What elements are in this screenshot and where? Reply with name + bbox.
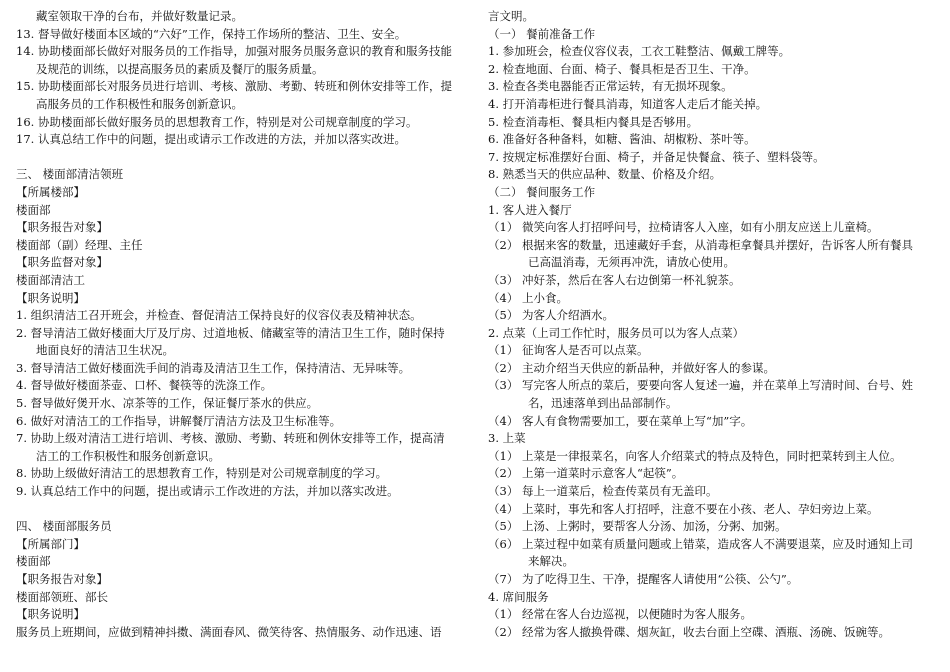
text-line: （5） 为客人介绍酒水。: [488, 308, 614, 323]
text-line: 【职务报告对象】: [16, 220, 108, 235]
text-line: 9. 认真总结工作中的问题，提出或请示工作改进的方法，并加以落实改进。: [16, 484, 399, 499]
text-line: 17. 认真总结工作中的问题，提出或请示工作改进的方法，并加以落实改进。: [16, 132, 406, 147]
text-line: 【职务说明】: [16, 290, 85, 305]
text-line: 8. 熟悉当天的供应品种、数量、价格及介绍。: [488, 167, 722, 182]
text-line: 3. 督导清洁工做好楼面洗手间的消毒及清洁卫生工作，保持清洁、无异味等。: [16, 360, 411, 375]
text-line: 5. 检查消毒柜、餐具柜内餐具是否够用。: [488, 114, 699, 129]
text-line: （6） 上菜过程中如菜有质量问题或上错菜，造成客人不满要退菜，应及时通知上司: [488, 536, 913, 551]
right-column: [488, 8, 938, 641]
text-line: （2） 根据来客的数量，迅速藏好手套，从消毒柜拿餐具并摆好，告诉客人所有餐具: [488, 237, 913, 252]
text-line: （4） 上小食。: [488, 290, 568, 305]
text-line: （3） 冲好茶，然后在客人右边倒第一杯礼貌茶。: [488, 272, 741, 287]
text-line: 言文明。: [488, 9, 534, 23]
text-line: （二） 餐间服务工作: [488, 184, 596, 199]
text-line: 名，迅速落单到出品部制作。: [528, 396, 678, 411]
text-line: （5） 上汤、上粥时，要帮客人分汤、加汤，分粥、加粥。: [488, 519, 787, 534]
text-line: 4. 打开消毒柜进行餐具消毒，知道客人走后才能关掉。: [488, 96, 768, 111]
text-line: 地面良好的清洁卫生状况。: [36, 343, 174, 358]
text-line: （1） 征询客人是否可以点菜。: [488, 343, 649, 358]
text-line: 及规范的训练，以提高服务员的素质及餐厅的服务质量。: [36, 61, 324, 76]
blank-line: [16, 149, 468, 167]
blank-line: [16, 501, 468, 519]
text-line: 1. 客人进入餐厅: [488, 202, 572, 217]
text-line: 2. 检查地面、台面、椅子、餐具柜是否卫生、干净。: [488, 61, 756, 76]
text-line: 6. 准备好各种备料，如糖、酱油、胡椒粉、茶叶等。: [488, 132, 756, 147]
text-line: 1. 组织清洁工召开班会，并检查、督促清洁工保持良好的仪容仪表及精神状态。: [16, 308, 422, 323]
text-line: 3. 上菜: [488, 431, 526, 446]
text-line: 高服务员的工作积极性和服务创新意识。: [36, 96, 243, 111]
text-line: （4） 上菜时，事先和客人打招呼，注意不要在小孩、老人、孕妇旁边上菜。: [488, 501, 879, 516]
text-line: 14. 协助楼面部长做好对服务员的工作指导，加强对服务员服务意识的教育和服务技能: [16, 44, 452, 59]
text-line: 15. 协助楼面部长对服务员进行培训、考核、激励、考勤、转班和例休安排等工作，提: [16, 79, 452, 94]
text-line: 【职务监督对象】: [16, 255, 108, 270]
text-line: 【所属部门】: [16, 536, 85, 551]
text-line: 5. 督导做好煲开水、凉茶等的工作，保证餐厅茶水的供应。: [16, 396, 319, 411]
text-line: （2） 主动介绍当天供应的新品种，并做好客人的参谋。: [488, 360, 775, 375]
text-line: 4. 督导做好楼面茶壶、口杯、餐筷等的洗涤工作。: [16, 378, 273, 393]
text-line: （一） 餐前准备工作: [488, 26, 596, 41]
text-line: 13. 督导做好楼面本区域的“六好”工作，保持工作场所的整洁、卫生、安全。: [16, 26, 407, 41]
text-line: 2. 督导清洁工做好楼面大厅及厅房、过道地板、储藏室等的清洁卫生工作，随时保持: [16, 325, 445, 340]
text-line: 三、 楼面部清洁领班: [16, 167, 124, 182]
text-line: 已高温消毒，无须再冲洗，请放心使用。: [528, 255, 735, 270]
text-line: 16. 协助楼面部长做好服务员的思想教育工作，特别是对公司规章制度的学习。: [16, 114, 418, 129]
text-line: 服务员上班期间，应做到精神抖擞、满面春风、微笑待客、热情服务、动作迅速、语: [16, 624, 442, 639]
text-line: 四、 楼面部服务员: [16, 519, 112, 534]
text-line: （1） 上菜是一律报菜名，向客人介绍菜式的特点及特色，同时把菜转到主人位。: [488, 448, 902, 463]
text-line: 6. 做好对清洁工的工作指导，讲解餐厅清洁方法及卫生标准等。: [16, 413, 342, 428]
text-line: （7） 为了吃得卫生、干净，提醒客人请使用“公筷、公勺”。: [488, 572, 799, 586]
text-line: 7. 按规定标准摆好台面、椅子，并备足快餐盒、筷子、塑料袋等。: [488, 149, 825, 164]
text-line: 洁工的工作积极性和服务创新意识。: [36, 448, 220, 463]
text-line: 4. 席间服务: [488, 589, 549, 604]
text-line: 楼面部（副）经理、主任: [16, 237, 143, 252]
text-line: （2） 经常为客人撤换骨碟、烟灰缸，收去台面上空碟、酒瓶、汤碗、饭碗等。: [488, 624, 890, 639]
text-line: 【职务报告对象】: [16, 572, 108, 586]
text-line: （4） 客人有食物需要加工，要在菜单上写“加”字。: [488, 413, 753, 428]
text-line: 楼面部: [16, 202, 51, 217]
text-line: （1） 微笑向客人打招呼问号，拉椅请客人入座，如有小朋友应送上儿童椅。: [488, 220, 879, 235]
text-line: 7. 协助上级对清洁工进行培训、考核、激励、考勤、转班和例休安排等工作，提高清: [16, 431, 445, 446]
text-line: 1. 参加班会，检查仪容仪表，工衣工鞋整洁、佩戴工牌等。: [488, 44, 791, 59]
text-line: 楼面部: [16, 554, 51, 569]
text-line: 【所属楼部】: [16, 184, 85, 199]
text-line: 8. 协助上级做好清洁工的思想教育工作，特别是对公司规章制度的学习。: [16, 466, 388, 481]
text-line: 藏室领取干净的台布，并做好数量记录。: [36, 9, 243, 23]
text-line: （2） 上第一道菜时示意客人“起筷”。: [488, 466, 684, 481]
text-line: 3. 检查各类电器能否正常运转，有无损坏现象。: [488, 79, 733, 94]
left-column: [16, 8, 468, 641]
text-line: 楼面部清洁工: [16, 272, 85, 287]
text-line: 楼面部领班、部长: [16, 589, 108, 604]
text-line: 【职务说明】: [16, 607, 85, 622]
text-line: 2. 点菜（上司工作忙时，服务员可以为客人点菜）: [488, 325, 745, 340]
text-line: （3） 写完客人所点的菜后，要要向客人复述一遍，并在菜单上写清时间、台号、姓: [488, 378, 913, 393]
text-line: 来解决。: [528, 554, 574, 569]
text-line: （3） 每上一道菜后，检查传菜员有无盖印。: [488, 484, 718, 499]
text-line: （1） 经常在客人台边巡视，以便随时为客人服务。: [488, 607, 752, 622]
